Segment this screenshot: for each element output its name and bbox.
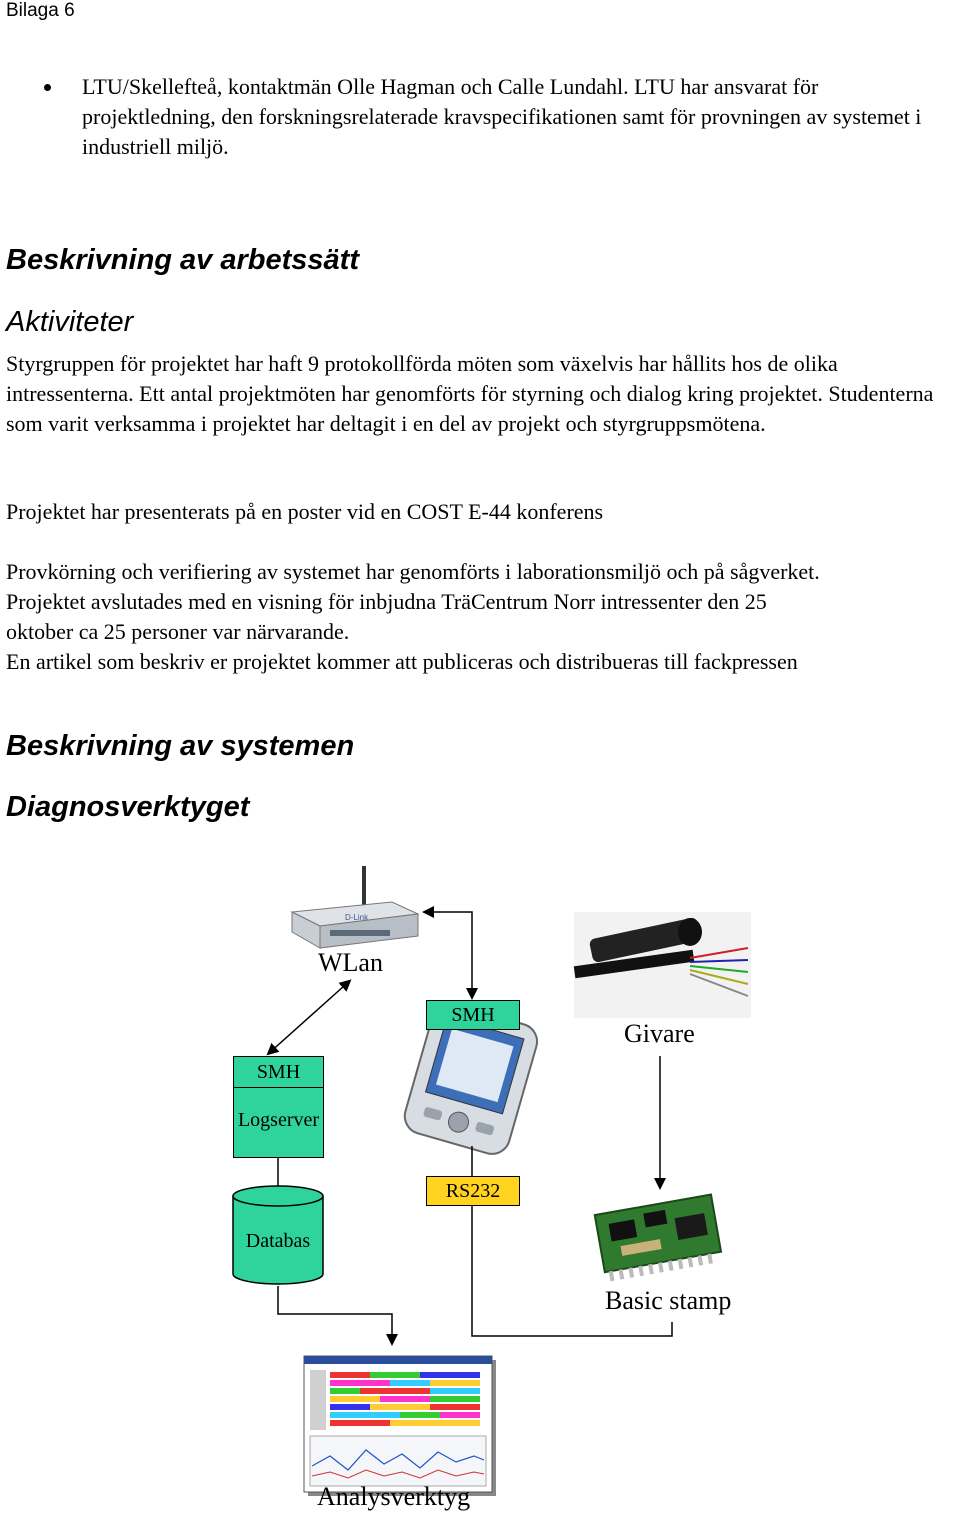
basic-stamp-label: Basic stamp [605, 1286, 732, 1315]
section-subtitle-activities: Aktiviteter [6, 306, 134, 338]
bullet-list [38, 72, 938, 162]
databas-label: Databas [245, 1230, 311, 1252]
sensor-image [574, 912, 751, 1018]
smh-top-box: SMH [426, 1000, 520, 1030]
bullet-text: LTU/Skellefteå, kontaktmän Olle Hagman och Calle Lundahl. LTU har ansvarat för projektledning, den forskningsrelaterade kravspecifikationen samt för provningen av systemet i industriell miljö. [82, 74, 922, 159]
logserver-smh-label: SMH [234, 1057, 323, 1088]
bullet-icon [44, 84, 51, 91]
analysverktyg-label: Analysverktyg [317, 1482, 471, 1511]
rs232-box: RS232 [426, 1176, 520, 1206]
logserver-label: Logserver [237, 1109, 320, 1131]
system-diagram [0, 850, 960, 1514]
paragraph-poster: Projektet har presenterats på en poster vid en COST E-44 konferens [6, 499, 604, 524]
router-image [292, 866, 418, 948]
paragraph-line: oktober ca 25 personer var närvarande. [6, 619, 350, 644]
list-item [38, 72, 938, 162]
wlan-label: WLan [318, 948, 383, 977]
section-title-work-method: Beskrivning av arbetssätt [6, 244, 359, 276]
paragraph-line: Projektet avslutades med en visning för inbjudna TräCentrum Norr intressenter den 25 [6, 589, 767, 614]
logserver-box [233, 1056, 324, 1158]
section-title-systems: Beskrivning av systemen [6, 730, 355, 762]
page-header: Bilaga 6 [6, 0, 75, 21]
svg-text:D-Link: D-Link [345, 913, 369, 922]
circuit-board-image [595, 1195, 723, 1282]
section-subtitle-diagnostic-tool: Diagnosverktyget [6, 791, 250, 823]
paragraph-testing [6, 557, 960, 677]
analysis-screenshot [304, 1356, 496, 1496]
givare-label: Givare [624, 1019, 695, 1048]
paragraph-steering-group: Styrgruppen för projektet har haft 9 protokollförda möten som växelvis har hållits hos de olika intressenterna. Ett antal projektmöten har genomförts för styrning och dialog kring projektet. Studenterna som varit verksamma i projektet har deltagit i en del av projekt och styrgruppsmötena. [6, 351, 934, 436]
paragraph-line: Provkörning och verifiering av systemet har genomförts i laborationsmiljö och på sågverket. [6, 559, 820, 584]
paragraph-line: En artikel som beskriv er projektet kommer att publiceras och distribueras till fackpressen [6, 649, 798, 674]
